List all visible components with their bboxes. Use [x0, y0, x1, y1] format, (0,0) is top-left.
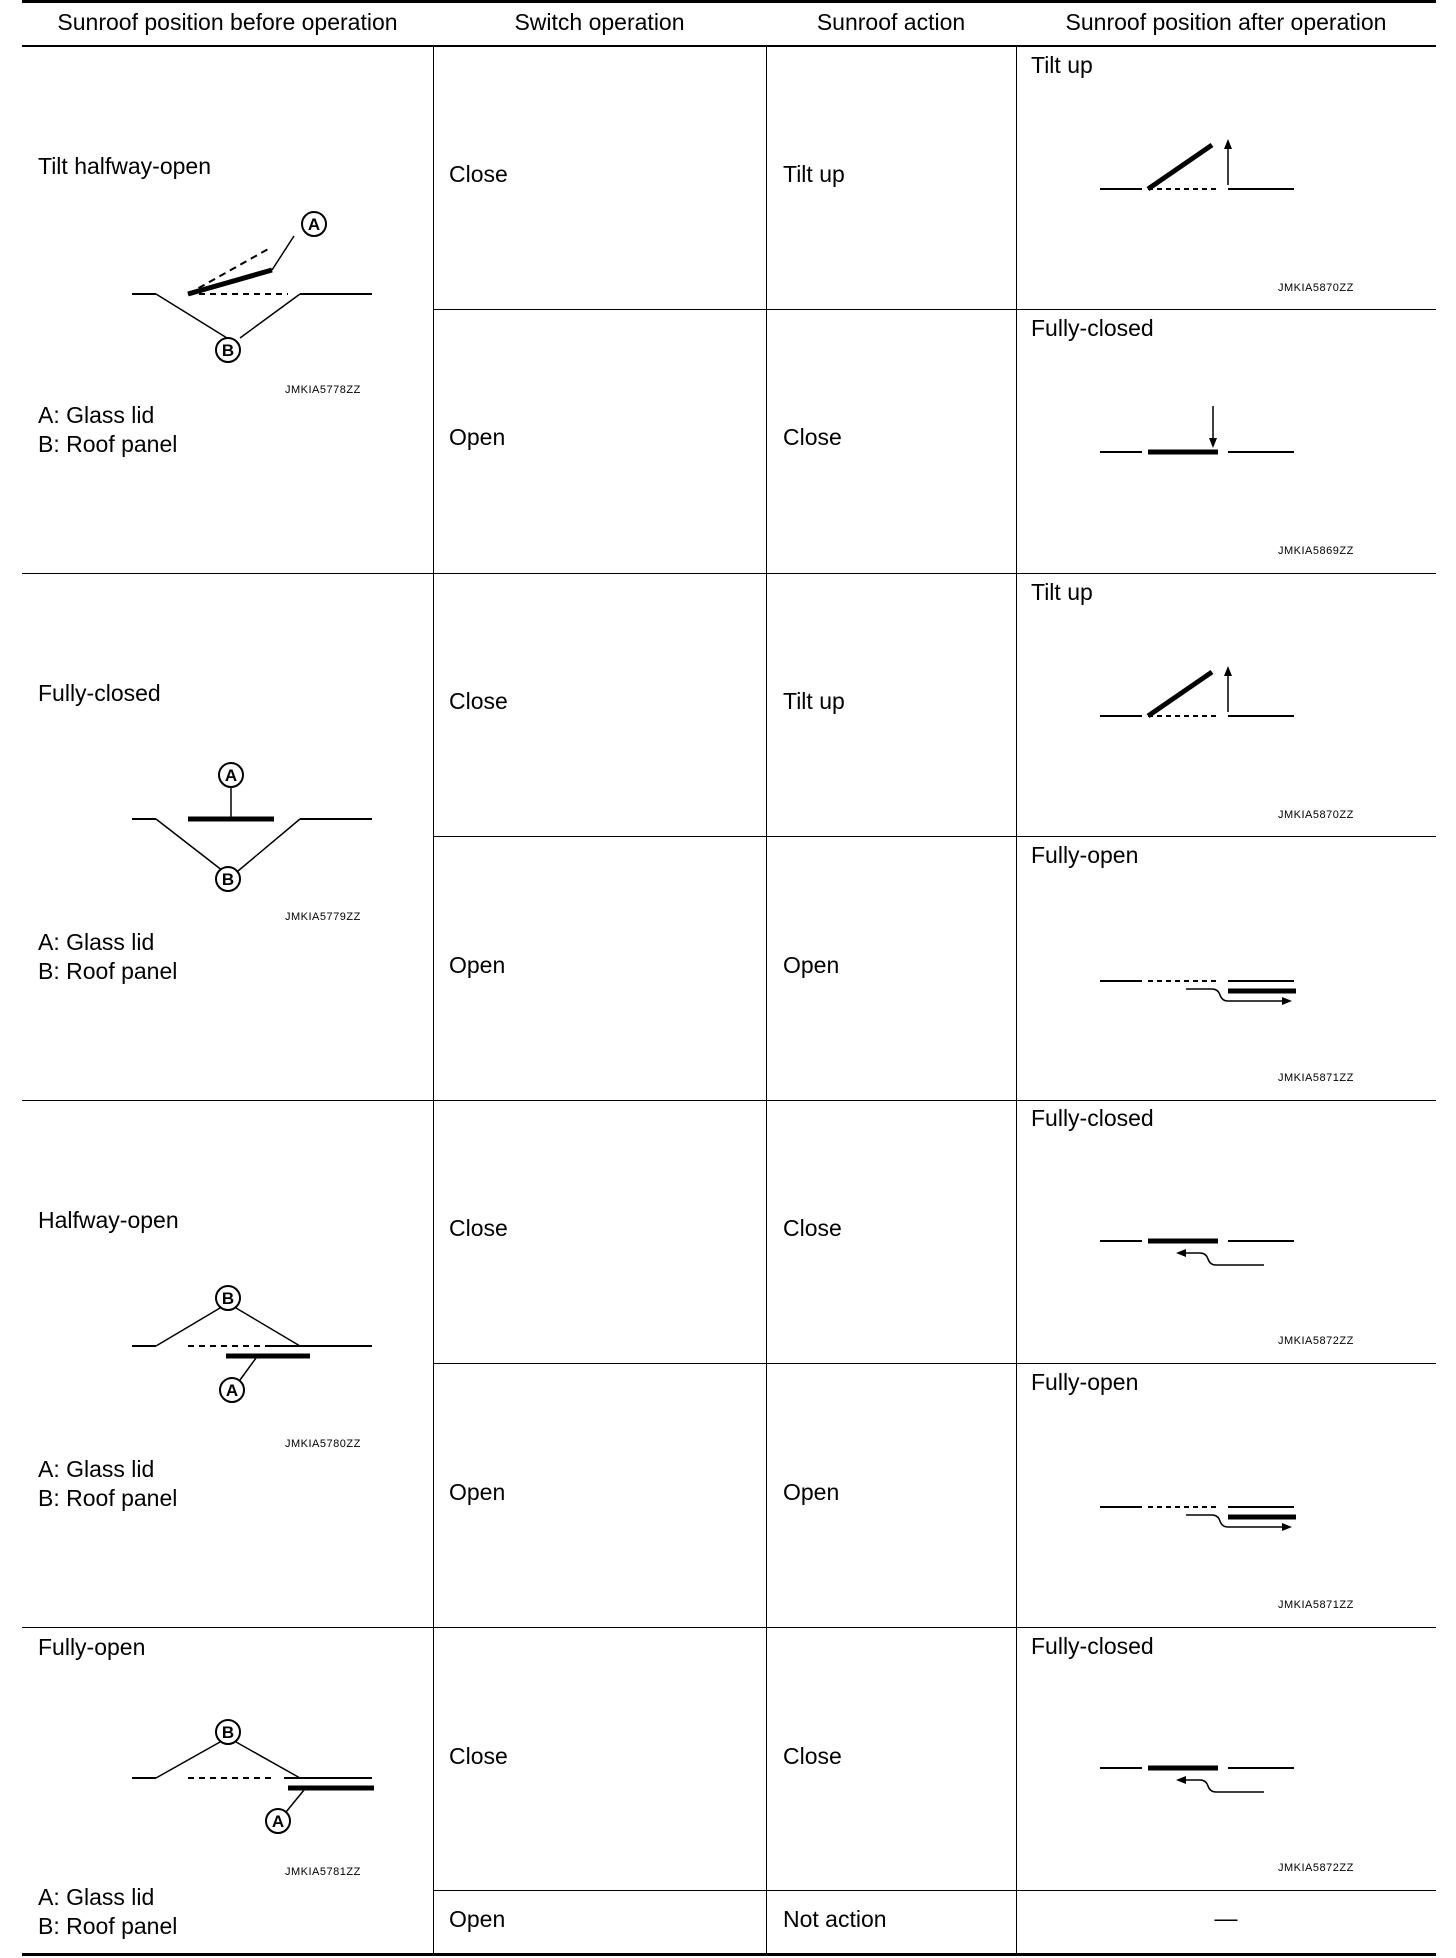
sunroof-action-cell: Close [783, 1215, 842, 1241]
legend-glass-lid: A: Glass lid [38, 929, 155, 955]
legend-roof-panel: B: Roof panel [38, 431, 178, 457]
figure-code: JMKIA5870ZZ [1278, 809, 1354, 821]
sunroof-operation-table [22, 0, 1436, 1958]
legend-roof-panel: B: Roof panel [38, 958, 178, 984]
switch-operation-cell: Close [449, 161, 508, 187]
figure-code: JMKIA5872ZZ [1278, 1862, 1354, 1874]
header-sunroof-action: Sunroof action [816, 9, 966, 35]
legend-roof-panel: B: Roof panel [38, 1913, 178, 1939]
sunroof-action-cell: Open [783, 1479, 840, 1505]
legend-roof-panel: B: Roof panel [38, 1485, 178, 1511]
fully-open-result-diagram [1100, 1491, 1300, 1541]
legend-glass-lid: A: Glass lid [38, 1884, 155, 1910]
group-position-label: Tilt halfway-open [38, 153, 212, 179]
figure-code: JMKIA5871ZZ [1278, 1072, 1354, 1084]
sunroof-action-cell: Tilt up [783, 161, 845, 187]
figure-code: JMKIA5778ZZ [285, 384, 361, 396]
column-divider [1016, 46, 1017, 1954]
figure-code: JMKIA5871ZZ [1278, 1599, 1354, 1611]
switch-operation-cell: Open [449, 1906, 506, 1932]
switch-operation-cell: Open [449, 952, 506, 978]
column-divider [433, 46, 434, 1954]
figure-code: JMKIA5870ZZ [1278, 282, 1354, 294]
callout-b: B [221, 341, 235, 360]
fully-closed-diagram [108, 755, 378, 905]
result-position-label: Fully-closed [1031, 1105, 1154, 1131]
figure-code: JMKIA5779ZZ [285, 911, 361, 923]
group-position-label: Fully-open [38, 1634, 146, 1660]
switch-operation-cell: Open [449, 1479, 506, 1505]
tilt-up-result-diagram [1100, 135, 1300, 195]
callout-a: A [307, 215, 321, 234]
result-position-label: Tilt up [1031, 52, 1093, 78]
table-bottom-rule [22, 1953, 1436, 1956]
header-switch-operation: Switch operation [514, 9, 685, 35]
result-position-label: Fully-open [1031, 1369, 1139, 1395]
callout-b: B [221, 1289, 235, 1308]
row-divider [433, 309, 1436, 310]
callout-b: B [221, 1723, 235, 1742]
group-position-label: Halfway-open [38, 1207, 179, 1233]
callout-a: A [224, 766, 238, 785]
switch-operation-cell: Close [449, 1743, 508, 1769]
tilt-up-result-diagram [1100, 662, 1300, 722]
row-divider [433, 1890, 1436, 1891]
halfway-open-diagram [108, 1272, 378, 1422]
callout-a: A [271, 1812, 285, 1831]
figure-code: JMKIA5872ZZ [1278, 1335, 1354, 1347]
sunroof-action-cell: Close [783, 424, 842, 450]
group-divider [22, 1100, 1436, 1101]
switch-operation-cell: Close [449, 1215, 508, 1241]
result-position-label: Fully-open [1031, 842, 1139, 868]
sunroof-action-cell: Not action [783, 1906, 887, 1932]
fully-closed-result-diagram [1100, 1754, 1300, 1804]
sunroof-action-cell: Open [783, 952, 840, 978]
result-position-label: Fully-closed [1031, 1633, 1154, 1659]
legend-glass-lid: A: Glass lid [38, 402, 155, 428]
no-result-dash: — [1214, 1905, 1238, 1931]
fully-closed-result-diagram [1100, 400, 1300, 460]
tilt-halfway-open-diagram [108, 200, 378, 370]
figure-code: JMKIA5780ZZ [285, 1438, 361, 1450]
column-divider [766, 46, 767, 1954]
result-position-label: Tilt up [1031, 579, 1093, 605]
figure-code: JMKIA5781ZZ [285, 1866, 361, 1878]
figure-code: JMKIA5869ZZ [1278, 545, 1354, 557]
sunroof-action-cell: Tilt up [783, 688, 845, 714]
switch-operation-cell: Open [449, 424, 506, 450]
header-after-position: Sunroof position after operation [1065, 9, 1387, 35]
result-position-label: Fully-closed [1031, 315, 1154, 341]
fully-open-result-diagram [1100, 965, 1300, 1015]
group-divider [22, 573, 1436, 574]
legend-glass-lid: A: Glass lid [38, 1456, 155, 1482]
header-before-position: Sunroof position before operation [57, 9, 398, 35]
fully-closed-result-diagram [1100, 1227, 1300, 1277]
fully-open-diagram [108, 1690, 388, 1850]
callout-a: A [225, 1381, 239, 1400]
row-divider [433, 836, 1436, 837]
group-position-label: Fully-closed [38, 680, 161, 706]
sunroof-action-cell: Close [783, 1743, 842, 1769]
callout-b: B [221, 870, 235, 889]
switch-operation-cell: Close [449, 688, 508, 714]
group-divider [22, 1627, 1436, 1628]
row-divider [433, 1363, 1436, 1364]
